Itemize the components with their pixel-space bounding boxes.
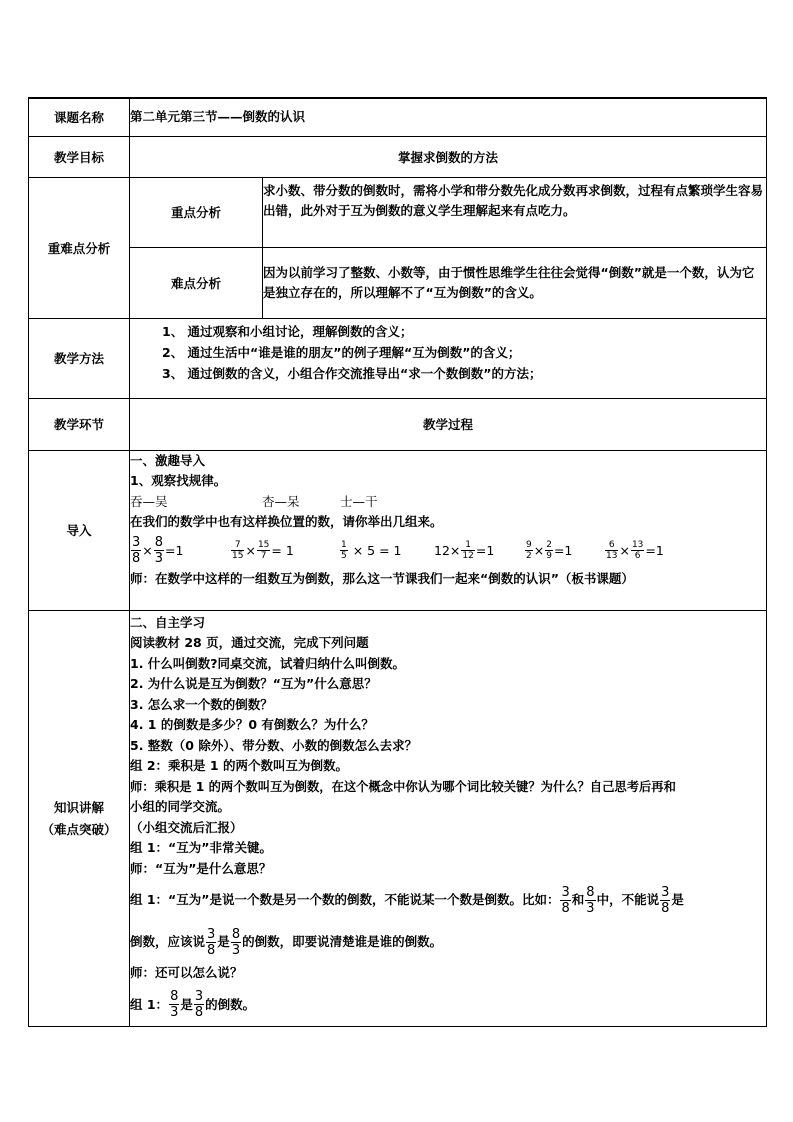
lesson-plan-table [28,97,767,1027]
knowledge-line: 二、自主学习 [130,614,206,630]
intro-words [130,492,766,513]
group1-explanation: 组 1：“互为”是说一个数是另一个数的倒数，不能说某一个数是倒数。比如： $\frac{3}{8}$ 和 $\frac{8}{3}$ 中，不能说 $\frac{3}{8}$ 是 [130,884,684,916]
equation: $\frac{6}{13}$ × $\frac{13}{6}$ =1 [606,540,664,561]
title-value: 第二单元第三节——倒数的认识 [130,98,767,136]
goal-value: 掌握求倒数的方法 [130,136,767,177]
knowledge-line: 师：“互为”是什么意思？ [130,860,272,876]
equation: $\frac{9}{2}$ × $\frac{2}{9}$ =1 [526,540,573,561]
knowledge-content [130,610,767,1026]
word-pair: 杏—呆 [262,493,300,509]
row-hard-point [29,247,767,318]
word-pair: 吞—吴 [130,493,168,509]
title-label: 课题名称 [29,98,130,136]
equation: $\frac{1}{5}$ × 5 = 1 [341,540,402,561]
knowledge-line: 组 2：乘积是 1 的两个数叫互为倒数。 [130,758,348,773]
intro-heading: 一、激趣导入 [130,452,206,468]
row-method [29,318,767,398]
knowledge-line: 5. 整数（0 除外）、带分数、小数的倒数怎么去求？ [130,737,418,753]
knowledge-line: 组 1：“互为”非常关键。 [130,840,272,855]
method-item: 3、 通过倒数的含义，小组合作交流推导出“求一个数倒数”的方法； [162,365,542,381]
key-point-label: 重点分析 [130,177,263,247]
equation: 12× $\frac{1}{12}$ =1 [434,540,495,561]
method-label: 教学方法 [29,318,130,398]
intro-task: 1、观察找规律。 [130,473,227,488]
equation-row [130,533,766,569]
process-label: 教学环节 [29,398,130,450]
goal-label: 教学目标 [29,136,130,177]
equation: $\frac{7}{15}$ × $\frac{15}{7}$ = 1 [232,540,294,561]
group1-answer: 组 1： $\frac{8}{3}$ 是 $\frac{3}{8}$ 的倒数。 [130,989,256,1020]
intro-prompt: 在我们的数学中也有这样换位置的数，请你举出几组来。 [130,514,443,529]
knowledge-label-cell [29,610,130,1026]
knowledge-line: 阅读教材 28 页，通过交流，完成下列问题 [130,635,369,650]
knowledge-line: 师：乘积是 1 的两个数叫互为倒数，在这个概念中你认为哪个词比较关键？为什么？自己思考后再和 [130,779,676,794]
method-item: 2、 通过生活中“谁是谁的朋友”的例子理解“互为倒数”的含义； [162,344,521,360]
knowledge-line: 4. 1 的倒数是多少？0 有倒数么？为什么？ [130,717,374,732]
row-knowledge [29,610,767,1026]
hard-point-label: 难点分析 [130,247,263,318]
knowledge-line: 小组的同学交流。 [130,799,231,814]
key-point-text: 求小数、带分数的倒数时，需将小学和带分数先化成分数再求倒数，过程有点繁琐学生容易出错，此外对于互为倒数的意义学生理解起来有点吃力。 [263,177,767,247]
knowledge-line: （小组交流后汇报） [130,819,243,835]
knowledge-line: 1. 什么叫倒数?同桌交流，试着归纳什么叫倒数。 [130,655,406,671]
method-list [130,318,767,398]
intro-content [130,450,767,610]
equation: $\frac{3}{8}$ × $\frac{8}{3}$ =1 [132,535,184,566]
row-process-header [29,398,767,450]
row-title [29,98,767,136]
hard-point-text: 因为以前学习了整数、小数等，由于惯性思维学生往往会觉得“倒数”就是一个数，认为它是独立存在的，所以理解不了“互为倒数”的含义。 [263,247,767,318]
knowledge-label-sub: （难点突破） [41,822,117,837]
intro-closing: 师：在数学中这样的一组数互为倒数，那么这一节课我们一起来“倒数的认识”（板书课题） [130,570,634,586]
group1-explanation-cont: 倒数，应该说 $\frac{3}{8}$ 是 $\frac{8}{3}$ 的倒数，即要说清楚谁是谁的倒数。 [130,926,443,958]
row-intro [29,450,767,610]
row-key-point [29,177,767,247]
process-value: 教学过程 [130,398,767,450]
difficulty-label: 重难点分析 [29,177,130,318]
row-goal [29,136,767,177]
knowledge-line: 3. 怎么求一个数的倒数？ [130,696,273,712]
knowledge-label: 知识讲解 [53,800,104,815]
intro-label: 导入 [29,450,130,610]
word-pair: 士—干 [340,493,378,509]
knowledge-line: 师：还可以怎么说？ [130,965,243,980]
method-item: 1、 通过观察和小组讨论，理解倒数的含义； [162,323,413,339]
knowledge-line: 2. 为什么说是互为倒数？“互为”什么意思？ [130,676,377,691]
